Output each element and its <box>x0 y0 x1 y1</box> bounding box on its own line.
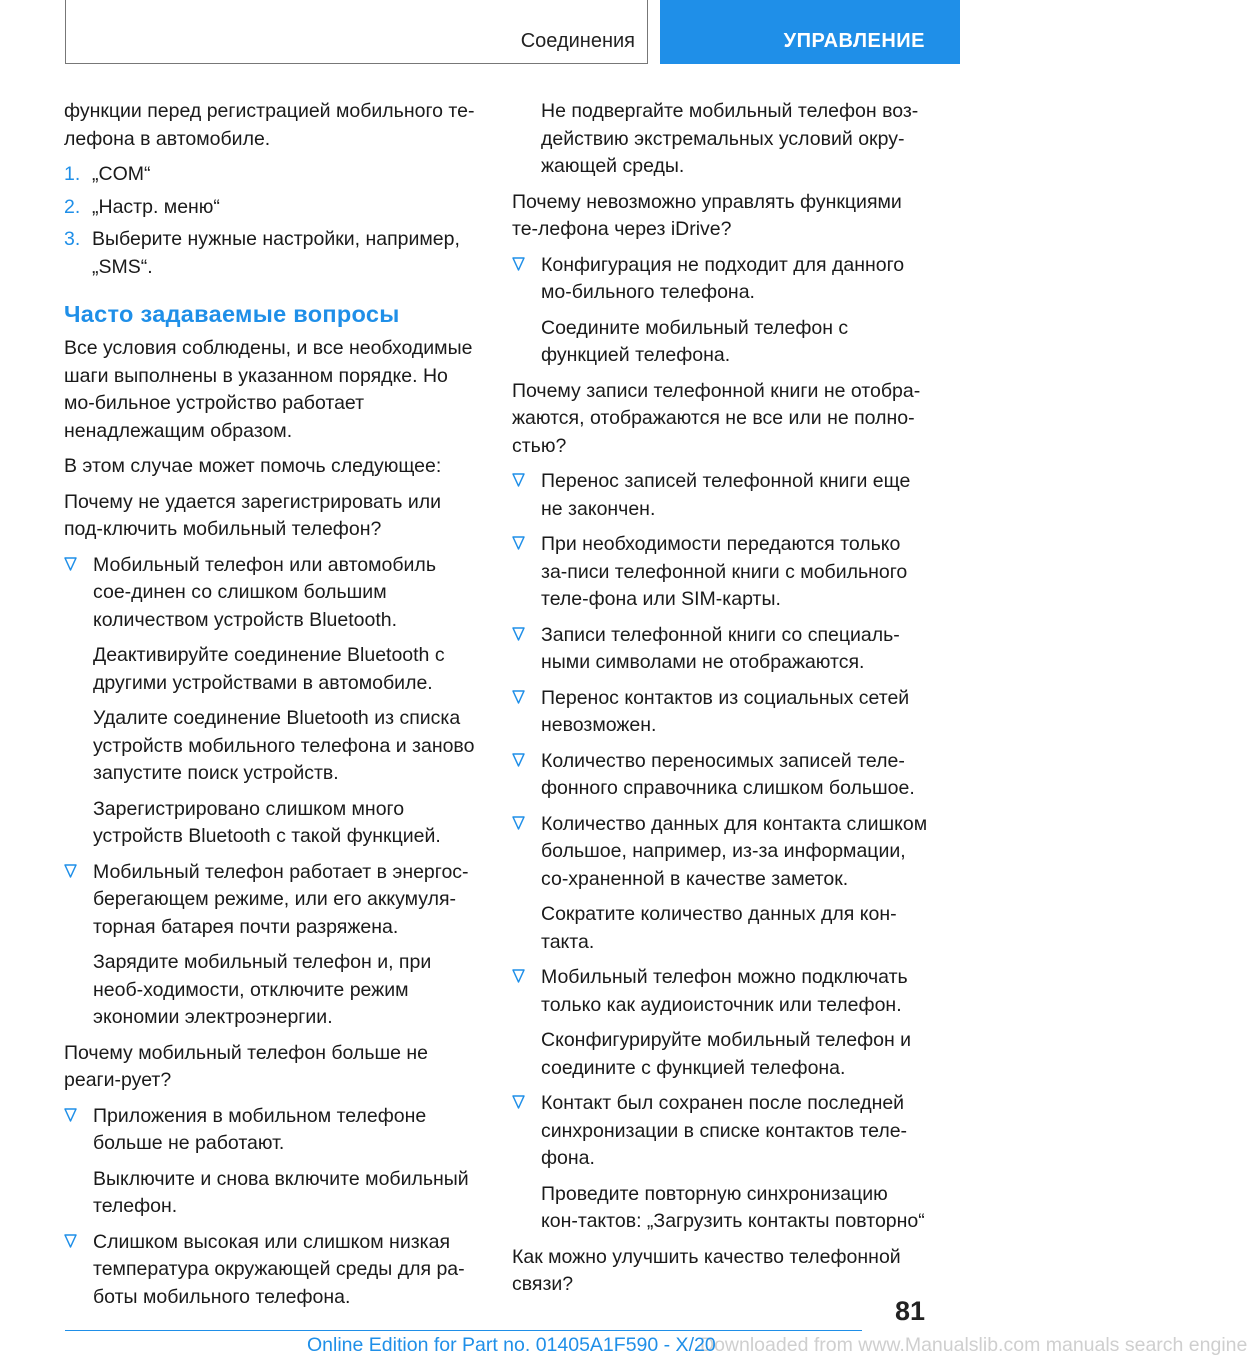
triangle-bullet-icon <box>512 536 525 550</box>
bullet-cause: При необходимости передаются только за-писи телефонной книги с мобильного теле-фона или SIM-карты. <box>541 533 908 610</box>
step-1 <box>64 161 476 189</box>
bullet-remedy: Удалите соединение Bluetooth из списка устройств мобильного телефона и заново запустите поиск устройств. <box>93 707 475 784</box>
bullet-remedy: Зарядите мобильный телефон и, при необ-ходимости, отключите режим экономии электроэнергии. <box>93 951 432 1028</box>
triangle-bullet-icon <box>64 557 77 571</box>
intro-paragraph: функции перед регистрацией мобильного те-лефона в автомобиле. <box>64 100 475 150</box>
question-call-quality: Как можно улучшить качество телефонной связи? <box>512 1245 901 1295</box>
bullet-cause: Слишком высокая или слишком низкая температура окружающей среды для ра-боты мобильного телефона. <box>93 1230 465 1308</box>
bullet-cause: Приложения в мобильном телефоне больше не работают. <box>93 1104 427 1154</box>
bullet-social-networks <box>512 685 930 740</box>
bullet-too-many-devices <box>64 552 476 851</box>
header-section-box <box>65 0 648 64</box>
faq-heading: Часто задаваемые вопросы <box>64 301 400 327</box>
bullet-cause: Контакт был сохранен после последней синхронизации в списке контактов теле-фона. <box>541 1092 908 1169</box>
bullet-contact-too-large <box>512 811 930 957</box>
bullet-temperature <box>64 1229 476 1312</box>
step-text: Выберите нужные настройки, например, „SMS“. <box>92 228 460 278</box>
triangle-bullet-icon <box>512 627 525 641</box>
step-number: 2. <box>64 195 81 218</box>
page-number: 81 <box>894 1296 925 1326</box>
step-number: 3. <box>64 228 81 250</box>
bullet-cause: Мобильный телефон можно подключать только как аудиоисточник или телефон. <box>541 966 908 1016</box>
bullet-cause: Количество переносимых записей теле-фонного справочника слишком большое. <box>541 749 915 799</box>
bullet-cause: Перенос контактов из социальных сетей невозможен. <box>541 686 910 736</box>
bullet-cause: Записи телефонной книги со специаль-ными символами не отображаются. <box>541 623 900 673</box>
bullet-remedy: Не подвергайте мобильный телефон воз-действию экстремальных условий окру-жающей среды. <box>541 100 919 177</box>
bullet-remedy: Зарегистрировано слишком много устройств Bluetooth с такой функцией. <box>93 797 441 847</box>
bullet-remedy: Выключите и снова включите мобильный телефон. <box>93 1167 469 1217</box>
step-3 <box>64 226 476 281</box>
question-not-responding: Почему мобильный телефон больше не реаги-рует? <box>64 1041 429 1091</box>
header-chapter-box <box>660 0 960 64</box>
bullet-remedy: Сконфигурируйте мобильный телефон и соедините с функцией телефона. <box>541 1029 912 1079</box>
bullet-remedy: Соедините мобильный телефон с функцией телефона. <box>541 316 849 366</box>
bullet-cause: Конфигурация не подходит для данного мо-бильного телефона. <box>541 253 905 303</box>
triangle-bullet-icon <box>64 1108 77 1122</box>
triangle-bullet-icon <box>64 864 77 878</box>
triangle-bullet-icon <box>512 753 525 767</box>
bullet-sim-only <box>512 531 930 614</box>
bullet-remedy: Проведите повторную синхронизацию кон-тактов: „Загрузить контакты повторно“ <box>541 1182 925 1232</box>
question-idrive: Почему невозможно управлять функциями те-лефона через iDrive? <box>512 190 902 240</box>
watermark: Downloaded from www.Manualslib.com manuals search engine <box>700 1334 1247 1356</box>
right-column <box>512 98 930 1307</box>
header-section-title: Соединения <box>520 30 635 52</box>
faq-hint-paragraph: В этом случае может помочь следующее: <box>64 455 442 477</box>
bullet-configuration <box>512 252 930 370</box>
bullet-special-chars <box>512 622 930 677</box>
step-text: „Настр. меню“ <box>92 195 220 218</box>
bullet-continuation <box>512 98 930 181</box>
triangle-bullet-icon <box>64 1234 77 1248</box>
faq-intro-paragraph: Все условия соблюдены, и все необходимые шаги выполнены в указанном порядке. Но мо-бильное устройство работает ненадлежащим образом. <box>64 337 473 442</box>
step-2 <box>64 194 476 222</box>
bullet-audio-only <box>512 964 930 1082</box>
bullet-cause: Количество данных для контакта слишком большое, например, из-за информации, со-храненной в качестве заметок. <box>541 812 928 890</box>
triangle-bullet-icon <box>512 969 525 983</box>
triangle-bullet-icon <box>512 257 525 271</box>
bullet-cause: Перенос записей телефонной книги еще не закончен. <box>541 470 911 520</box>
triangle-bullet-icon <box>512 816 525 830</box>
bullet-energy-saving <box>64 859 476 1032</box>
triangle-bullet-icon <box>512 1095 525 1109</box>
step-text: „COM“ <box>92 163 151 185</box>
bullet-cause: Мобильный телефон или автомобиль сое-динен со слишком большим количеством устройств Bluetooth. <box>93 553 436 631</box>
question-phonebook: Почему записи телефонной книги не отобра-жаются, отображаются не все или не полно-стью? <box>512 379 921 457</box>
step-number: 1. <box>64 163 81 185</box>
header-chapter-title: УПРАВЛЕНИЕ <box>783 30 925 52</box>
left-column <box>64 98 476 1319</box>
bullet-cause: Мобильный телефон работает в энергос-берегающем режиме, или его аккумуля-торная батарея почти разряжена. <box>93 860 469 938</box>
triangle-bullet-icon <box>512 690 525 704</box>
bullet-transfer-incomplete <box>512 468 930 523</box>
bullet-remedy: Деактивируйте соединение Bluetooth с другими устройствами в автомобиле. <box>93 644 445 694</box>
footer-divider <box>65 1330 862 1331</box>
bullet-too-many-entries <box>512 748 930 803</box>
triangle-bullet-icon <box>512 473 525 487</box>
bullet-saved-after-sync <box>512 1090 930 1236</box>
bullet-remedy: Сократите количество данных для кон-такта. <box>541 903 897 953</box>
bullet-apps-not-working <box>64 1103 476 1221</box>
footer-edition: Online Edition for Part no. 01405A1F590 - X/20 <box>307 1334 716 1356</box>
question-register: Почему не удается зарегистрировать или под-ключить мобильный телефон? <box>64 490 442 540</box>
